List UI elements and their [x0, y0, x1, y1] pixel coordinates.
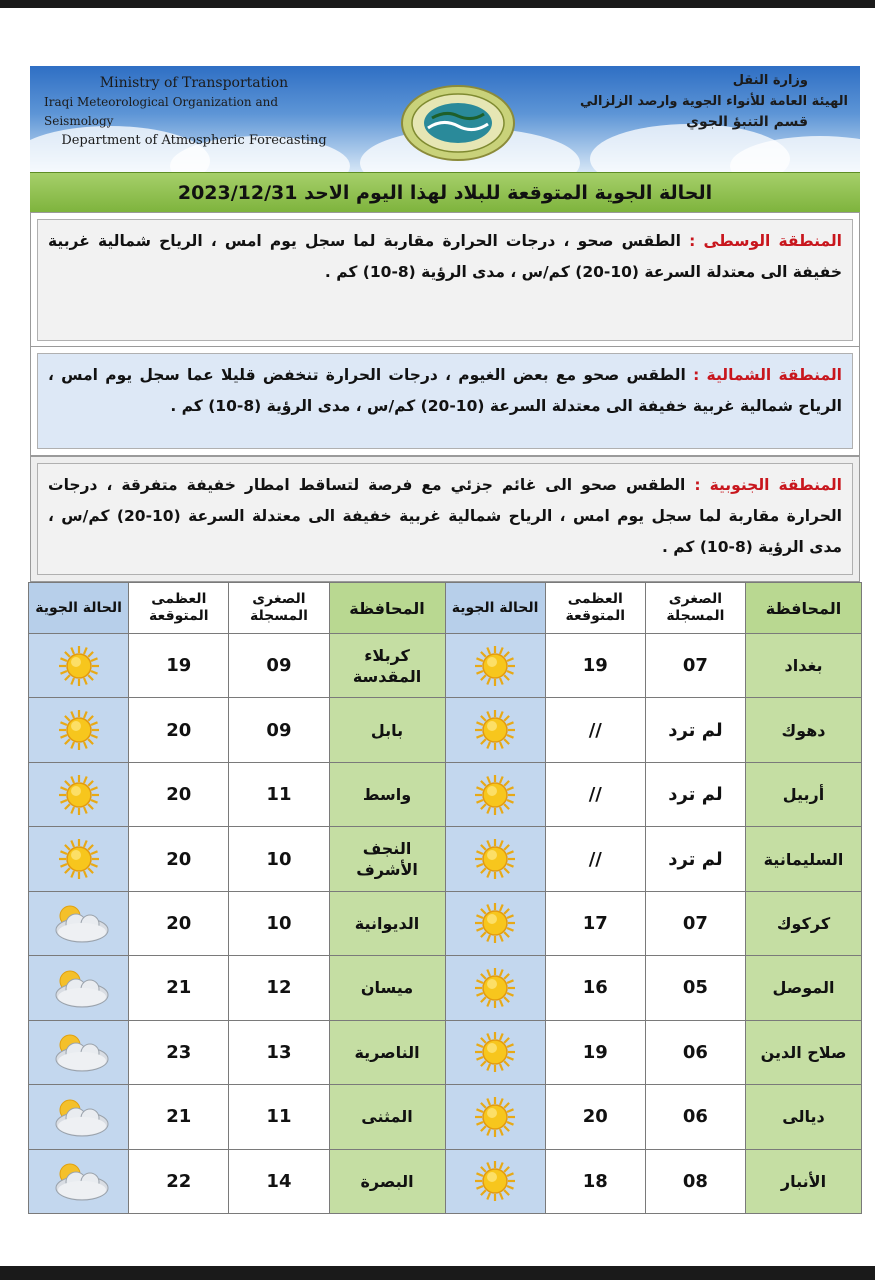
- min-recorded-cell: لم ترد: [645, 762, 745, 826]
- governorate-cell: كربلاء المقدسة: [329, 634, 445, 698]
- region-north-text: الطقس صحو مع بعض الغيوم ، درجات الحرارة تنخفض قليلا عما سجل يوم امس ، الرياح شمالية غربية خفيفة الى معتدلة السرعة (10-20) كم/س ، مدى الرؤية (8-10) كم .: [48, 366, 842, 415]
- min-recorded-cell: 11: [229, 762, 329, 826]
- table-row: [29, 1149, 862, 1214]
- max-expected-cell: 17: [545, 891, 645, 955]
- max-expected-cell: 23: [129, 1020, 229, 1084]
- sun-icon: [474, 1106, 516, 1127]
- max-expected-cell: 19: [129, 634, 229, 698]
- max-expected-cell: //: [545, 827, 645, 891]
- max-expected-cell: 19: [545, 634, 645, 698]
- region-south-text: الطقس صحو الى غائم جزئي مع فرصة لتساقط امطار خفيفة متفرقة ، درجات الحرارة مقاربة لما سجل يوم امس ، الرياح شمالية غربية خفيفة الى معتدلة السرعة (10-20) كم/س ، مدى الرؤية (8-10) كم .: [48, 476, 842, 556]
- partly-cloudy-icon: [46, 977, 112, 998]
- max-expected-cell: 19: [545, 1020, 645, 1084]
- max-expected-cell: 21: [129, 956, 229, 1020]
- condition-cell: [29, 956, 129, 1020]
- header-min-recorded: الصغرى المسجلة: [229, 583, 329, 634]
- condition-cell: [29, 698, 129, 762]
- partly-cloudy-icon: [46, 912, 112, 933]
- region-south-name: المنطقة الجنوبية :: [694, 476, 843, 494]
- partly-cloudy-icon: [46, 1041, 112, 1062]
- max-expected-cell: 20: [129, 827, 229, 891]
- governorate-cell: دهوك: [746, 698, 862, 762]
- condition-cell: [445, 698, 545, 762]
- region-north-name: المنطقة الشمالية :: [693, 366, 842, 384]
- governorate-cell: صلاح الدين: [746, 1020, 862, 1084]
- ministry-name-ar: وزارة النقل: [732, 73, 808, 88]
- condition-cell: [29, 827, 129, 891]
- condition-cell: [445, 1149, 545, 1214]
- governorate-cell: كركوك: [746, 891, 862, 955]
- table-row: [29, 891, 862, 955]
- governorate-cell: ميسان: [329, 956, 445, 1020]
- governorate-cell: أربيل: [746, 762, 862, 826]
- region-central: [30, 212, 860, 348]
- department-name-en: Department of Atmospheric Forecasting: [61, 133, 327, 148]
- max-expected-cell: 20: [545, 1085, 645, 1149]
- table-row: [29, 1020, 862, 1084]
- header-banner: [30, 66, 860, 172]
- condition-cell: [29, 1085, 129, 1149]
- max-expected-cell: //: [545, 762, 645, 826]
- top-edge-bar: [0, 0, 875, 8]
- meteorological-organization-logo: [398, 84, 518, 162]
- department-name-ar: قسم التنبؤ الجوي: [686, 114, 808, 130]
- max-expected-cell: //: [545, 698, 645, 762]
- min-recorded-cell: 10: [229, 891, 329, 955]
- header-english-text: [44, 74, 344, 150]
- sun-icon: [474, 655, 516, 676]
- condition-cell: [445, 1085, 545, 1149]
- table-row: [29, 698, 862, 762]
- organization-name-ar: الهيئة العامة للأنواء الجوية وارصد الزلزالي: [579, 94, 848, 109]
- min-recorded-cell: 05: [645, 956, 745, 1020]
- min-recorded-cell: 13: [229, 1020, 329, 1084]
- header-arabic-text: [548, 70, 848, 133]
- condition-cell: [29, 1020, 129, 1084]
- condition-cell: [445, 827, 545, 891]
- min-recorded-cell: لم ترد: [645, 698, 745, 762]
- sun-icon: [474, 977, 516, 998]
- header-governorate: المحافظة: [329, 583, 445, 634]
- governorate-cell: السليمانية: [746, 827, 862, 891]
- header-condition: الحالة الجوية: [445, 583, 545, 634]
- region-central-text: الطقس صحو ، درجات الحرارة مقاربة لما سجل يوم امس ، الرياح شمالية غربية خفيفة الى معتدلة السرعة (10-20) كم/س ، مدى الرؤية (8-10) كم .: [48, 232, 842, 281]
- condition-cell: [29, 634, 129, 698]
- region-north: [30, 346, 860, 456]
- condition-cell: [445, 634, 545, 698]
- table-row: [29, 1085, 862, 1149]
- governorate-cell: بابل: [329, 698, 445, 762]
- min-recorded-cell: 09: [229, 634, 329, 698]
- min-recorded-cell: 06: [645, 1085, 745, 1149]
- region-central-name: المنطقة الوسطى :: [689, 232, 842, 250]
- min-recorded-cell: 07: [645, 634, 745, 698]
- governorate-cell: ديالى: [746, 1085, 862, 1149]
- header-condition: الحالة الجوية: [29, 583, 129, 634]
- sun-icon: [474, 848, 516, 869]
- header-governorate: المحافظة: [746, 583, 862, 634]
- governorate-cell: الديوانية: [329, 891, 445, 955]
- max-expected-cell: 20: [129, 891, 229, 955]
- condition-cell: [445, 762, 545, 826]
- sun-icon: [474, 1041, 516, 1062]
- condition-cell: [29, 891, 129, 955]
- partly-cloudy-icon: [46, 1170, 112, 1191]
- sun-icon: [58, 719, 100, 740]
- header-min-recorded: الصغرى المسجلة: [645, 583, 745, 634]
- condition-cell: [29, 1149, 129, 1214]
- table-row: [29, 827, 862, 891]
- governorate-cell: بغداد: [746, 634, 862, 698]
- header-max-expected: العظمى المتوقعة: [129, 583, 229, 634]
- table-row: [29, 762, 862, 826]
- min-recorded-cell: 09: [229, 698, 329, 762]
- forecast-title: الحالة الجوية المتوقعة للبلاد لهذا اليوم الاحد 2023/12/31: [30, 172, 860, 214]
- sun-icon: [474, 784, 516, 805]
- condition-cell: [445, 956, 545, 1020]
- min-recorded-cell: 06: [645, 1020, 745, 1084]
- sun-icon: [474, 912, 516, 933]
- min-recorded-cell: 07: [645, 891, 745, 955]
- ministry-name-en: Ministry of Transportation: [99, 75, 289, 91]
- condition-cell: [445, 1020, 545, 1084]
- min-recorded-cell: 10: [229, 827, 329, 891]
- governorate-cell: الموصل: [746, 956, 862, 1020]
- max-expected-cell: 22: [129, 1149, 229, 1214]
- max-expected-cell: 20: [129, 698, 229, 762]
- condition-cell: [445, 891, 545, 955]
- sun-icon: [58, 848, 100, 869]
- governorate-forecast-table: [28, 582, 862, 1214]
- bottom-edge-bar: [0, 1266, 875, 1280]
- min-recorded-cell: 08: [645, 1149, 745, 1214]
- governorate-cell: الناصرية: [329, 1020, 445, 1084]
- governorate-cell: واسط: [329, 762, 445, 826]
- governorate-cell: المثنى: [329, 1085, 445, 1149]
- sun-icon: [58, 655, 100, 676]
- min-recorded-cell: 12: [229, 956, 329, 1020]
- sun-icon: [474, 1170, 516, 1191]
- table-row: [29, 634, 862, 698]
- max-expected-cell: 16: [545, 956, 645, 1020]
- min-recorded-cell: 14: [229, 1149, 329, 1214]
- sun-icon: [58, 784, 100, 805]
- min-recorded-cell: لم ترد: [645, 827, 745, 891]
- max-expected-cell: 18: [545, 1149, 645, 1214]
- min-recorded-cell: 11: [229, 1085, 329, 1149]
- condition-cell: [29, 762, 129, 826]
- governorate-cell: الأنبار: [746, 1149, 862, 1214]
- header-max-expected: العظمى المتوقعة: [545, 583, 645, 634]
- organization-name-en: Iraqi Meteorological Organization and Seismology: [44, 95, 279, 128]
- max-expected-cell: 20: [129, 762, 229, 826]
- max-expected-cell: 21: [129, 1085, 229, 1149]
- partly-cloudy-icon: [46, 1106, 112, 1127]
- table-header-row: [29, 583, 862, 634]
- region-south: [30, 456, 860, 582]
- sun-icon: [474, 719, 516, 740]
- governorate-cell: النجف الأشرف: [329, 827, 445, 891]
- table-row: [29, 956, 862, 1020]
- governorate-cell: البصرة: [329, 1149, 445, 1214]
